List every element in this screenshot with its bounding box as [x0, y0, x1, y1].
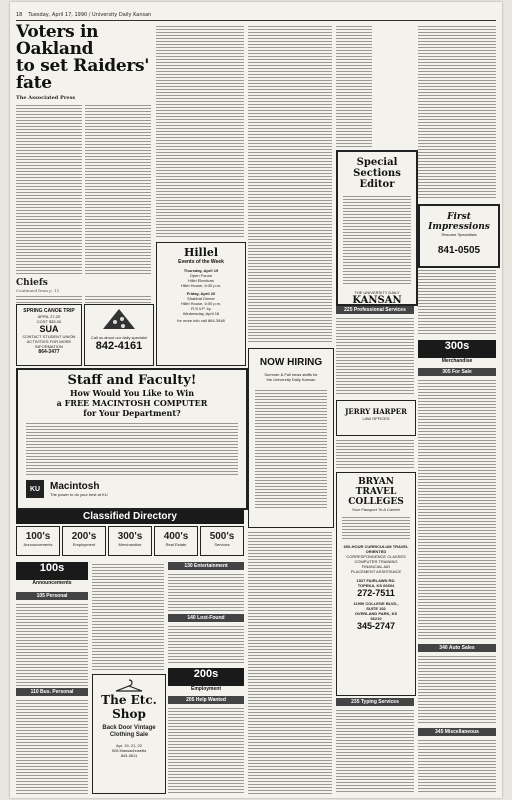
bryan-travel-name: BRYAN TRAVEL: [355, 477, 397, 497]
section-300s-label: Merchandise: [441, 358, 473, 364]
special-sections-body: [343, 194, 411, 286]
now-hiring-ad: [248, 348, 334, 528]
staff-faculty-ad: [16, 368, 248, 510]
canoe-cost: COST $35.00: [36, 319, 62, 324]
etc-shop-address: 928 Massachusetts: [111, 748, 147, 753]
hillel-phone: for more info call 864-3948: [177, 318, 225, 323]
bryan-line4: PLACEMENT ASSISTANCE: [350, 569, 402, 574]
etc-shop-dates: Apr. 19, 21, 22: [115, 743, 143, 748]
etc-shop-name: The Etc. Shop: [101, 693, 157, 721]
special-sections-paper: KANSAN: [352, 295, 402, 306]
hillel-day1: Thursday, April 19: [183, 268, 219, 273]
jerry-harper-name: JERRY HARPER: [345, 407, 407, 416]
hillel-day2-a: Shabbat Dinner: [187, 296, 215, 301]
listings-col2: [92, 562, 164, 670]
help-wanted-listings: [168, 706, 244, 794]
special-sections-title-1: Special Sections: [353, 157, 401, 179]
first-impressions-ad: [418, 204, 500, 268]
pizza-ad: [84, 304, 154, 366]
classified-category-1: [62, 526, 106, 556]
section-305: 305 For Sale: [418, 368, 496, 376]
macintosh-brand: Macintosh: [50, 481, 100, 492]
classified-category-label: Real Estate: [165, 542, 187, 547]
classified-category-label: Services: [214, 542, 230, 547]
classified-category-4: [200, 526, 244, 556]
section-105: 105 Personal: [16, 592, 88, 600]
section-130: 130 Entertainment: [168, 562, 244, 570]
misc-listings: [418, 738, 496, 794]
canoe-trip-ad: [16, 304, 82, 366]
hillel-title: Hillel: [183, 246, 219, 259]
lost-found-listings: [168, 624, 244, 664]
first-impressions-sub: Resume Specialists: [441, 232, 477, 237]
services-listings: [336, 438, 414, 468]
staff-title-4: for Your Department?: [83, 408, 181, 418]
column6-listings: [418, 268, 496, 336]
special-sections-title-2: Editor: [359, 179, 395, 190]
etc-shop-phone: 843-0611: [120, 753, 138, 758]
special-sections-ad: [336, 150, 418, 306]
classified-categories: [16, 526, 244, 556]
pizza-phone: 842-4161: [95, 340, 143, 352]
page-header: [16, 10, 496, 21]
classified-category-2: [108, 526, 152, 556]
canoe-contact: CONTACT STUDENT UNION ACTIVITIES FOR MORE INFORMATION: [22, 334, 76, 349]
column5-text: [336, 24, 372, 148]
bryan-line1: CORRESPONDENCE CLASSES: [346, 554, 406, 559]
bryan-addr3: 11900 COLLEGE BLVD.,: [353, 601, 399, 606]
hillel-day1-b: Hillel Elections: [187, 278, 214, 283]
jerry-harper-ad: [336, 400, 416, 436]
page-date: Tuesday, April 17, 1990 / University Daily Kansan: [28, 12, 152, 18]
page-number: 18: [16, 12, 23, 18]
hillel-day1-a: Open Forum: [189, 273, 213, 278]
classified-category-num: 300's: [117, 531, 143, 542]
bryan-phone2: 345-2747: [356, 621, 396, 631]
story-text-left: [16, 103, 82, 275]
classified-category-label: Employment: [72, 542, 96, 547]
section-345: 345 Miscellaneous: [418, 728, 496, 736]
bryan-travel-slogan: Your Passport To A Career!: [351, 507, 401, 512]
staff-title-1: Staff and Faculty!: [67, 373, 197, 388]
bryan-line3: FINANCIAL AID: [361, 564, 391, 569]
hillel-day2: Friday, April 20: [186, 291, 216, 296]
help-wanted-col4: [248, 530, 332, 794]
bryan-travel-body: [342, 515, 410, 541]
auto-sales-listings: [418, 654, 496, 724]
staff-title-3: a FREE MACINTOSH COMPUTER: [56, 398, 208, 408]
classified-category-num: 200's: [71, 531, 97, 542]
bus-personal-listings: [16, 698, 88, 794]
story-byline: The Associated Press: [16, 95, 76, 101]
section-100s-label: Announcements: [32, 580, 72, 586]
hillel-ad: [156, 242, 246, 366]
jerry-harper-sub: LAW OFFICES: [362, 416, 390, 421]
hillel-day2-b: Hillel House, 6:00 p.m.: [180, 301, 222, 306]
entertainment-listings: [168, 572, 244, 612]
classified-category-num: 100's: [25, 531, 51, 542]
column4-text: [248, 24, 332, 342]
bryan-travel-name2: COLLEGES: [348, 497, 404, 507]
canoe-dates: APRIL 27-29: [37, 314, 61, 319]
chiefs-headline: Chiefs: [16, 278, 48, 288]
section-200s: [168, 668, 244, 686]
bryan-addr2: TOPEKA, KS 66604: [357, 583, 395, 588]
story-text-right: [85, 103, 151, 275]
bryan-addr4: SUITE 102: [366, 606, 386, 611]
staff-title-2: How Would You Like to Win: [69, 388, 195, 398]
newspaper-page: [10, 2, 502, 798]
bryan-line2: COMPUTER TRAINING: [354, 559, 398, 564]
bryan-addr6: 66210: [370, 616, 382, 621]
section-100s-num: 100s: [39, 562, 65, 574]
personal-listings: [16, 602, 88, 686]
section-100s: [16, 562, 88, 580]
now-hiring-sub: Summer & Fall news staffs for: [264, 372, 318, 377]
section-205: 205 Help Wanted: [168, 696, 244, 704]
macintosh-tagline: The power to do your best at KU: [50, 492, 108, 497]
story-headline-line2: to set Raiders' fate: [16, 56, 150, 93]
chiefs-continued: Continued from p. 11: [16, 288, 60, 293]
classified-directory-title: Classified Directory: [16, 510, 244, 524]
section-140: 140 Lost-Found: [168, 614, 244, 622]
pizza-icon: [85, 305, 153, 335]
classified-category-num: 500's: [209, 531, 235, 542]
classified-category-3: [154, 526, 198, 556]
professional-services-listings: [336, 316, 414, 396]
classified-category-num: 400's: [163, 531, 189, 542]
typing-listings: [336, 708, 414, 794]
hanger-icon: [93, 679, 165, 693]
hillel-day2-c: R.S.V.P. by: [191, 306, 211, 311]
hillel-events: Events of the Week: [178, 259, 224, 265]
story-headline-line1: Voters in Oakland: [16, 22, 99, 59]
column2-text: [156, 24, 244, 238]
staff-ad-body: [26, 421, 238, 477]
hillel-day1-c: Hillel House, 6:30 p.m.: [180, 283, 222, 288]
canoe-title: SPRING CANOE TRIP: [23, 308, 75, 314]
classified-category-0: [16, 526, 60, 556]
section-340: 340 Auto Sales: [418, 644, 496, 652]
column6-text: [418, 24, 496, 200]
section-300s-num: 300s: [444, 340, 470, 352]
classified-category-label: Merchandise: [118, 542, 142, 547]
section-300s: [418, 340, 496, 358]
canoe-phone: 864-3477: [38, 349, 60, 355]
bryan-school: 600-HOUR CURRICULUM TRAVEL ORIENTED: [343, 544, 409, 554]
section-200s-num: 200s: [193, 668, 219, 680]
bryan-travel-ad: [336, 472, 416, 696]
now-hiring-body: [255, 388, 327, 508]
section-225: 225 Professional Services: [336, 306, 414, 314]
classified-category-label: Announcements: [23, 542, 53, 547]
now-hiring-title: NOW HIRING: [259, 357, 323, 368]
first-impressions-phone: 841-0505: [437, 245, 481, 256]
section-200s-label: Employment: [190, 686, 221, 692]
hillel-day2-d: Wednesday, April 18: [182, 311, 220, 316]
etc-shop-sale: Back Door Vintage Clothing Sale: [102, 725, 156, 738]
etc-shop-ad: [92, 674, 166, 794]
section-235: 235 Typing Services: [336, 698, 414, 706]
bryan-phone1: 272-7511: [357, 588, 395, 598]
first-impressions-name: First Impressions: [428, 212, 490, 232]
pizza-text: Call us about our daily specials!: [90, 335, 148, 340]
special-sections-org: THE UNIVERSITY DAILY: [354, 290, 400, 295]
section-110: 110 Bus. Personal: [16, 688, 88, 696]
now-hiring-paper: the University Daily Kansan: [266, 377, 316, 382]
bryan-addr1: 1527 FAIRLAWN RD.: [356, 578, 396, 583]
sua-logo: SUA: [39, 324, 59, 334]
bryan-addr5: OVERLAND PARK, KS: [354, 611, 398, 616]
for-sale-listings: [418, 378, 496, 640]
ku-logo: KU: [26, 480, 44, 498]
